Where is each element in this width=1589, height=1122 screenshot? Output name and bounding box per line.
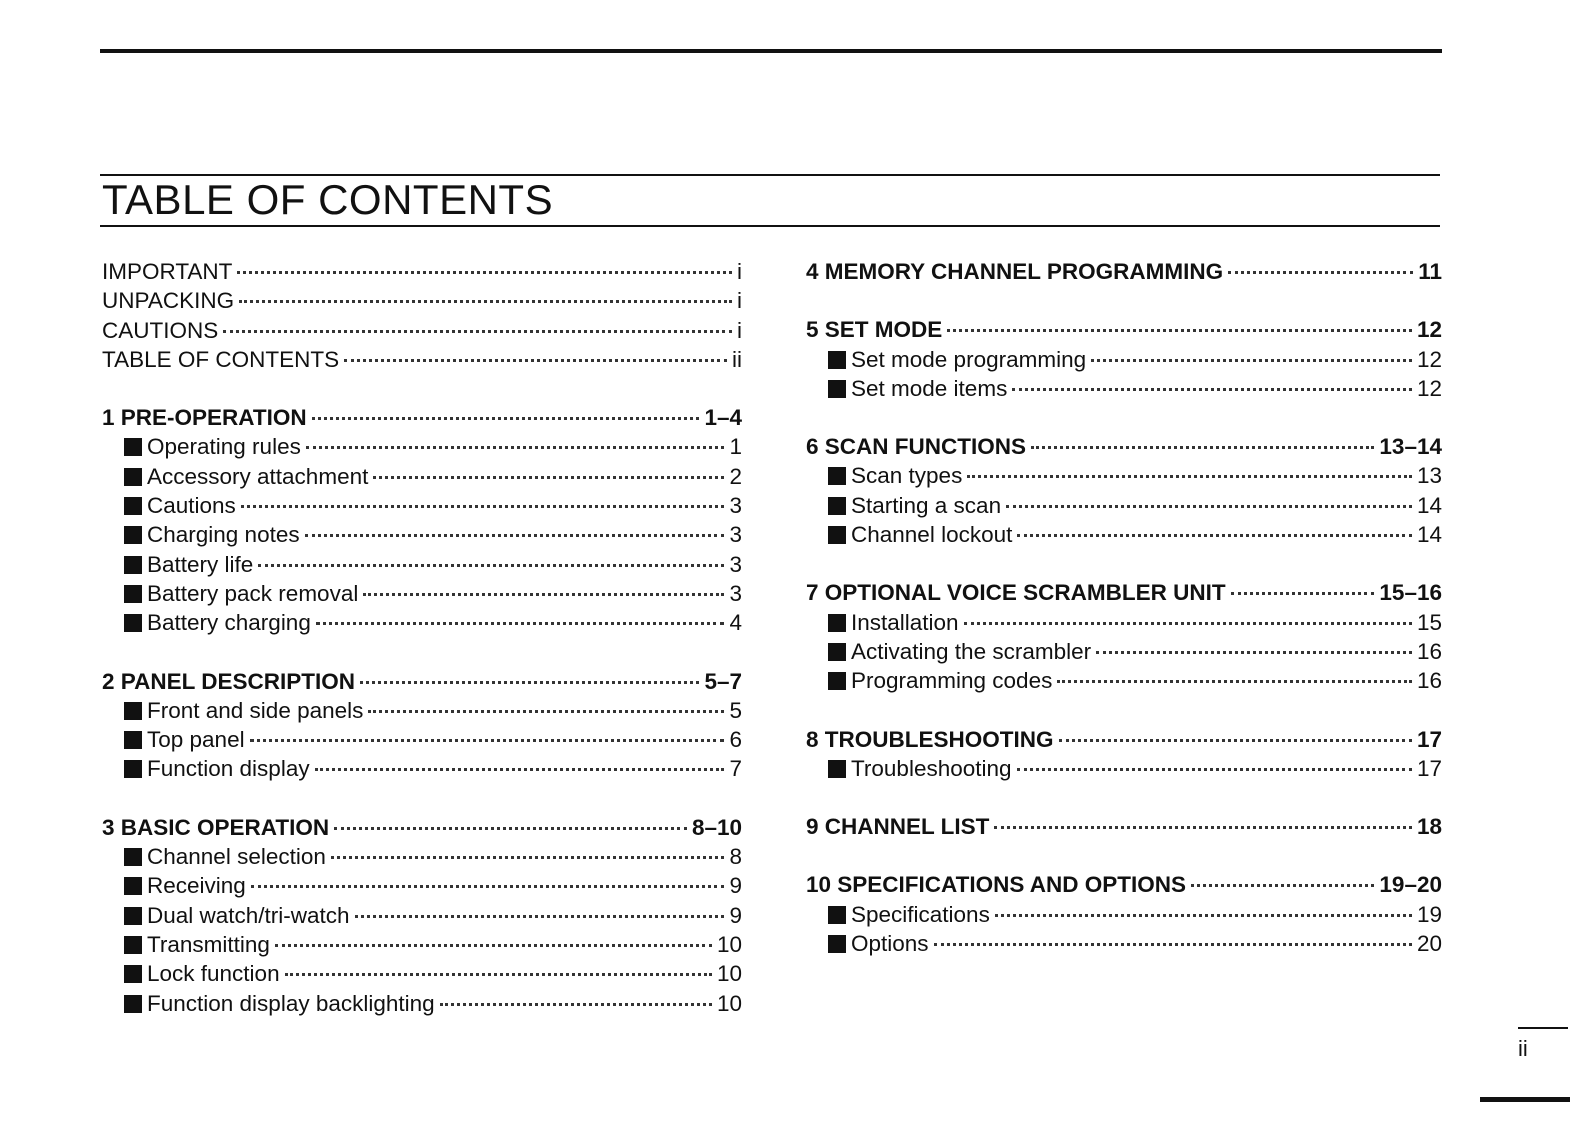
toc-entry-page: 9	[729, 873, 742, 899]
footer-short-rule	[1518, 1027, 1568, 1029]
square-bullet-icon	[828, 526, 846, 544]
toc-entry-label: 1 PRE-OPERATION	[102, 405, 307, 431]
toc-section-entry	[806, 727, 1442, 756]
toc-entry-label: Operating rules	[147, 434, 301, 460]
toc-entry-label: 6 SCAN FUNCTIONS	[806, 434, 1027, 460]
square-bullet-icon	[828, 906, 846, 924]
square-bullet-icon	[124, 907, 142, 925]
toc-entry-page: 17	[1416, 726, 1442, 752]
toc-entry-label: 7 OPTIONAL VOICE SCRAMBLER UNIT	[806, 580, 1226, 606]
toc-subentry	[102, 932, 742, 961]
toc-entry-label: Specifications	[851, 901, 990, 927]
toc-entry-page: 13	[1416, 463, 1442, 489]
dot-leader	[258, 564, 724, 567]
toc-entry-label: Set mode programming	[851, 346, 1087, 372]
toc-entry-label: Receiving	[147, 873, 246, 899]
toc-entry-label: Function display	[147, 756, 310, 782]
toc-entry-label: Cautions	[147, 493, 236, 519]
toc-entry-page: 10	[716, 931, 742, 957]
toc-subentry	[806, 376, 1442, 405]
toc-entry-label: 10 SPECIFICATIONS AND OPTIONS	[806, 872, 1187, 898]
toc-entry-label: Activating the scrambler	[851, 638, 1092, 664]
toc-subentry	[102, 610, 742, 639]
dot-leader	[368, 710, 724, 713]
toc-entry-label: Transmitting	[147, 931, 270, 957]
dot-leader	[967, 475, 1412, 478]
toc-entry-page: 14	[1416, 522, 1442, 548]
dot-leader	[1006, 505, 1412, 508]
toc-subentry	[102, 727, 742, 756]
dot-leader	[1231, 592, 1375, 595]
square-bullet-icon	[124, 877, 142, 895]
toc-entry-page: 5	[729, 697, 742, 723]
toc-entry-label: Programming codes	[851, 668, 1053, 694]
toc-entry-page: 3	[729, 522, 742, 548]
dot-leader	[285, 973, 712, 976]
toc-subentry	[102, 522, 742, 551]
toc-entry-page: 13–14	[1379, 434, 1442, 460]
dot-leader	[239, 300, 732, 303]
dot-leader	[373, 476, 724, 479]
toc-entry-page: i	[737, 259, 742, 284]
toc-entry-page: 12	[1416, 317, 1442, 343]
toc-entry-label: Lock function	[147, 961, 280, 987]
toc-entry-label: Starting a scan	[851, 492, 1002, 518]
toc-entry-page: 15–16	[1379, 580, 1442, 606]
toc-section-entry	[806, 317, 1442, 346]
dot-leader	[344, 359, 727, 362]
toc-section-entry	[102, 815, 742, 844]
toc-entry-label: Top panel	[147, 727, 245, 753]
toc-entry-page: 7	[729, 756, 742, 782]
toc-entry-label: CAUTIONS	[102, 317, 219, 343]
toc-entry-label: Battery charging	[147, 610, 311, 636]
toc-entry-label: Front and side panels	[147, 697, 364, 723]
square-bullet-icon	[124, 585, 142, 603]
dot-leader	[1191, 884, 1374, 887]
dot-leader	[363, 593, 724, 596]
toc-entry-page: 12	[1416, 346, 1442, 372]
toc-entry-page: 8	[729, 844, 742, 870]
dot-leader	[1091, 359, 1412, 362]
toc-subentry	[806, 493, 1442, 522]
dot-leader	[947, 329, 1412, 332]
toc-section-entry	[102, 669, 742, 698]
toc-section-entry	[806, 434, 1442, 463]
toc-subentry	[806, 610, 1442, 639]
toc-entry-page: i	[737, 317, 742, 343]
square-bullet-icon	[124, 526, 142, 544]
toc-entry-page: 4	[729, 610, 742, 636]
toc-subentry	[806, 463, 1442, 492]
toc-subentry	[102, 493, 742, 522]
toc-subentry	[102, 464, 742, 493]
toc-entry	[102, 259, 742, 288]
dot-leader	[331, 856, 725, 859]
dot-leader	[440, 1003, 712, 1006]
toc-section-entry	[806, 872, 1442, 901]
toc-subentry	[806, 931, 1442, 960]
toc-entry-label: 5 SET MODE	[806, 317, 943, 343]
toc-entry-page: i	[737, 288, 742, 314]
toc-entry-page: 5–7	[704, 668, 742, 694]
square-bullet-icon	[828, 497, 846, 515]
toc-right-column	[806, 259, 1442, 960]
dot-leader	[1096, 651, 1412, 654]
toc-subentry	[102, 961, 742, 990]
toc-entry-page: 20	[1416, 931, 1442, 957]
dot-leader	[1057, 680, 1412, 683]
toc-entry-page: 3	[729, 580, 742, 606]
square-bullet-icon	[124, 468, 142, 486]
toc-subentry	[102, 844, 742, 873]
toc-entry-page: 16	[1416, 638, 1442, 664]
toc-entry-page: 1	[729, 434, 742, 460]
dot-leader	[312, 417, 700, 420]
square-bullet-icon	[828, 935, 846, 953]
toc-section-entry	[806, 580, 1442, 609]
toc-entry	[102, 347, 742, 376]
toc-entry-label: 2 PANEL DESCRIPTION	[102, 668, 355, 694]
square-bullet-icon	[828, 672, 846, 690]
square-bullet-icon	[124, 438, 142, 456]
dot-leader	[1228, 271, 1413, 274]
toc-entry-label: IMPORTANT	[102, 259, 233, 284]
toc-entry-page: 6	[729, 727, 742, 753]
square-bullet-icon	[124, 614, 142, 632]
dot-leader	[1017, 534, 1412, 537]
title-bottom-rule	[100, 225, 1440, 227]
toc-entry-page: 12	[1416, 375, 1442, 401]
toc-entry-page: 17	[1416, 755, 1442, 781]
toc-entry-page: 10	[716, 990, 742, 1016]
toc-entry-page: 2	[729, 463, 742, 489]
footer-thick-rule	[1480, 1097, 1570, 1102]
toc-entry-label: 4 MEMORY CHANNEL PROGRAMMING	[806, 259, 1224, 284]
square-bullet-icon	[828, 351, 846, 369]
toc-entry-page: ii	[732, 346, 742, 372]
toc-entry-label: Battery life	[147, 551, 254, 577]
toc-entry-page: 1–4	[704, 405, 742, 431]
toc-section-entry	[102, 405, 742, 434]
toc-entry-page: 11	[1418, 259, 1442, 284]
dot-leader	[995, 914, 1412, 917]
dot-leader	[360, 681, 699, 684]
toc-entry-page: 18	[1416, 814, 1442, 840]
toc-entry-page: 9	[729, 902, 742, 928]
dot-leader	[305, 534, 725, 537]
toc-entry-label: Scan types	[851, 463, 963, 489]
toc-subentry	[102, 434, 742, 463]
toc-entry-label: Dual watch/tri-watch	[147, 902, 350, 928]
toc-entry	[102, 318, 742, 347]
toc-entry-page: 19–20	[1379, 872, 1442, 898]
dot-leader	[250, 739, 725, 742]
toc-subentry	[806, 522, 1442, 551]
toc-section-entry	[806, 259, 1442, 288]
toc-entry-label: TABLE OF CONTENTS	[102, 346, 340, 372]
dot-leader	[355, 915, 725, 918]
toc-entry-page: 10	[716, 961, 742, 987]
square-bullet-icon	[124, 760, 142, 778]
toc-entry-label: Channel lockout	[851, 522, 1013, 548]
top-rule	[100, 49, 1442, 53]
toc-subentry	[102, 581, 742, 610]
toc-entry-page: 8–10	[691, 814, 742, 840]
toc-entry-label: 9 CHANNEL LIST	[806, 814, 990, 840]
dot-leader	[306, 446, 725, 449]
dot-leader	[934, 943, 1412, 946]
toc-entry-label: Function display backlighting	[147, 990, 435, 1016]
dot-leader	[964, 622, 1412, 625]
square-bullet-icon	[124, 497, 142, 515]
toc-subentry	[102, 698, 742, 727]
toc-left-column	[102, 259, 742, 1020]
dot-leader	[315, 768, 725, 771]
dot-leader	[316, 622, 725, 625]
square-bullet-icon	[828, 380, 846, 398]
toc-entry-label: Set mode items	[851, 375, 1008, 401]
toc-entry-page: 14	[1416, 492, 1442, 518]
square-bullet-icon	[828, 467, 846, 485]
square-bullet-icon	[124, 995, 142, 1013]
dot-leader	[1017, 768, 1412, 771]
toc-subentry	[102, 552, 742, 581]
toc-entry-label: Charging notes	[147, 522, 300, 548]
square-bullet-icon	[124, 848, 142, 866]
dot-leader	[223, 330, 732, 333]
toc-entry-page: 15	[1416, 609, 1442, 635]
toc-subentry	[102, 991, 742, 1020]
square-bullet-icon	[124, 556, 142, 574]
dot-leader	[1012, 388, 1412, 391]
toc-entry-label: Troubleshooting	[851, 755, 1012, 781]
toc-subentry	[806, 902, 1442, 931]
square-bullet-icon	[828, 760, 846, 778]
dot-leader	[994, 826, 1412, 829]
toc-entry-page: 16	[1416, 668, 1442, 694]
dot-leader	[275, 944, 712, 947]
toc-entry-page: 19	[1416, 901, 1442, 927]
toc-entry-label: Channel selection	[147, 844, 326, 870]
toc-entry-label: UNPACKING	[102, 288, 235, 314]
dot-leader	[1031, 446, 1374, 449]
square-bullet-icon	[828, 643, 846, 661]
toc-entry-label: Accessory attachment	[147, 463, 369, 489]
toc-entry-label: Options	[851, 931, 929, 957]
toc-entry	[102, 288, 742, 317]
toc-entry-label: Battery pack removal	[147, 580, 359, 606]
toc-entry-label: 8 TROUBLESHOOTING	[806, 726, 1054, 752]
toc-entry-label: Installation	[851, 609, 959, 635]
toc-subentry	[806, 347, 1442, 376]
page-title: TABLE OF CONTENTS	[102, 176, 554, 223]
toc-subentry	[806, 668, 1442, 697]
toc-subentry	[806, 756, 1442, 785]
dot-leader	[334, 827, 687, 830]
dot-leader	[251, 885, 725, 888]
toc-entry-page: 3	[729, 551, 742, 577]
toc-subentry	[102, 756, 742, 785]
square-bullet-icon	[124, 936, 142, 954]
page-number: ii	[1518, 1036, 1528, 1061]
toc-subentry	[102, 873, 742, 902]
square-bullet-icon	[124, 731, 142, 749]
toc-subentry	[806, 639, 1442, 668]
toc-entry-label: 3 BASIC OPERATION	[102, 814, 330, 840]
dot-leader	[237, 271, 732, 274]
dot-leader	[1059, 739, 1412, 742]
toc-section-entry	[806, 814, 1442, 843]
toc-entry-page: 3	[729, 493, 742, 519]
square-bullet-icon	[124, 965, 142, 983]
dot-leader	[241, 505, 725, 508]
toc-subentry	[102, 903, 742, 932]
square-bullet-icon	[828, 614, 846, 632]
square-bullet-icon	[124, 702, 142, 720]
